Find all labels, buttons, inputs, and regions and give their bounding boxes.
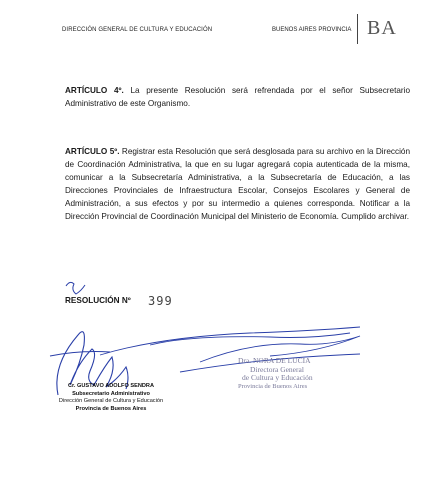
article-5-text: Registrar esta Resolución que será desglosada para su archivo en la Dirección de Coordinación Administrativa, la que en su lugar agregará copia autenticada de la misma, comunicar a la Subsecretaría Administrativa, a la Subsecretaría de Educación, a las Direcciones Provinciales de Infraestructura Escolar, Consejos Escolares y General de Administración, a sus efectos y por su intermedio a quienes corresponda. Notificar a la Dirección Provincial de Coordinación Municipal del Ministerio de Economía. Cumplido archivar. bbox=[65, 147, 410, 221]
official-stamp bbox=[230, 357, 360, 391]
ba-logo: BA bbox=[367, 17, 397, 39]
initial-mark bbox=[66, 282, 85, 294]
left-signatory-org: Dirección General de Cultura y Educación bbox=[58, 398, 164, 404]
header-department: DIRECCIÓN GENERAL DE CULTURA Y EDUCACIÓN bbox=[62, 27, 213, 33]
stamp-title: Directora General bbox=[250, 364, 304, 374]
left-signatory-name: Cr. GUSTAVO ADOLFO SENDRA bbox=[68, 383, 154, 389]
stamp-province: Provincia de Buenos Aires bbox=[238, 382, 308, 390]
left-signatory-title: Subsecretario Administrativo bbox=[72, 390, 150, 397]
stamp-org: de Cultura y Educación bbox=[242, 373, 313, 382]
left-signatory-province: Provincia de Buenos Aires bbox=[75, 405, 147, 412]
resolution-label: RESOLUCIÓN Nº bbox=[65, 296, 131, 305]
article-5-lead: ARTÍCULO 5º. bbox=[65, 147, 120, 156]
article-4-text: La presente Resolución será refrendada por el señor Subsecretario Administrativo de este Organismo. bbox=[65, 86, 411, 108]
stamp-name: Dra. NORA DE LUCIA bbox=[238, 356, 311, 365]
header-province: BUENOS AIRES PROVINCIA bbox=[272, 27, 352, 33]
left-signatory-block bbox=[36, 383, 186, 413]
article-4-lead: ARTÍCULO 4º. bbox=[65, 86, 124, 95]
resolution-number: 399 bbox=[148, 294, 173, 308]
